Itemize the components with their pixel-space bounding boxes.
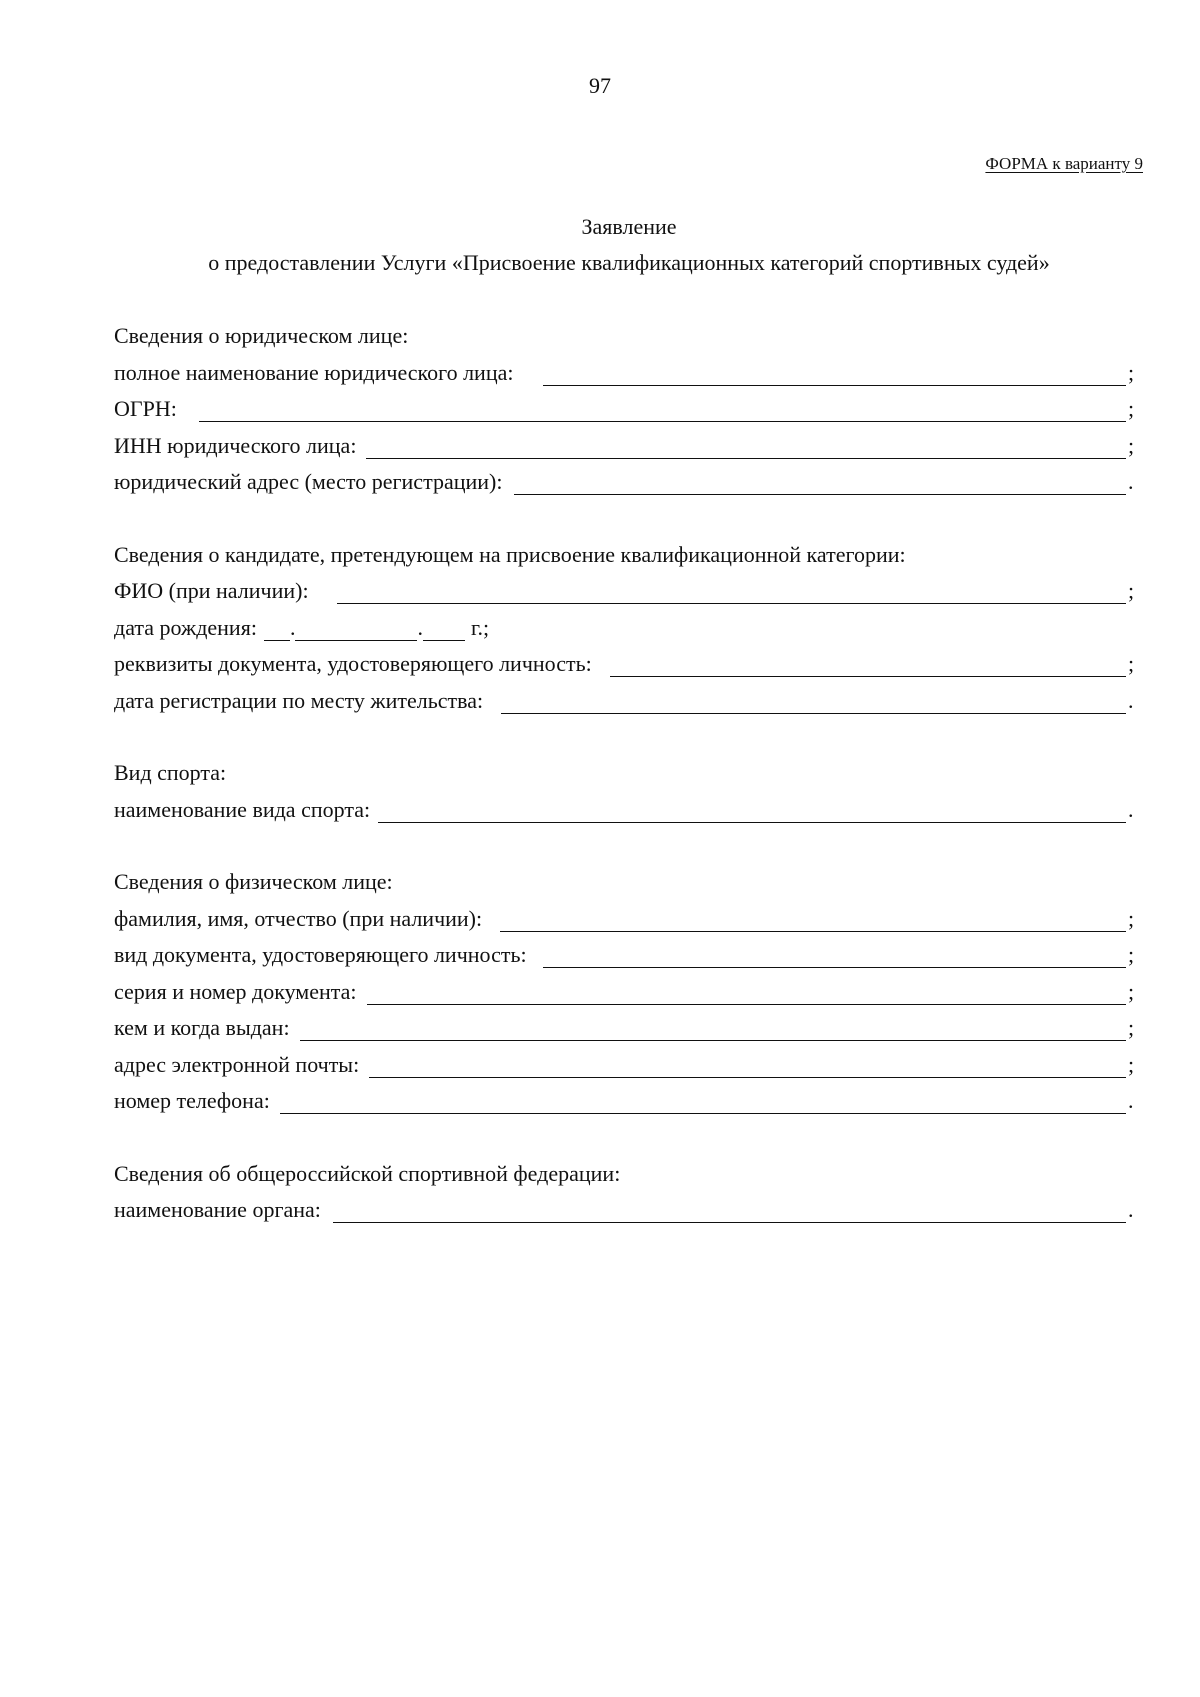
email-label: адрес электронной почты: [114, 1051, 360, 1077]
phone-field[interactable] [280, 1087, 1126, 1114]
ogrn-row [114, 395, 1138, 432]
organ-name-row [114, 1196, 1138, 1233]
legal-entity-section [114, 322, 1138, 505]
birth-date-separator: . [417, 614, 423, 640]
fio-field[interactable] [337, 577, 1126, 604]
registration-date-field[interactable] [501, 687, 1126, 714]
issued-by-row [114, 1014, 1138, 1051]
line-end-mark: ; [1128, 1015, 1135, 1040]
document-type-label: вид документа, удостоверяющего личность: [114, 942, 527, 967]
page-number: 97 [589, 73, 611, 98]
legal-name-field[interactable] [543, 359, 1126, 386]
issued-by-label: кем и когда выдан: [114, 1015, 290, 1040]
fio-label: ФИО (при наличии): [114, 578, 309, 603]
legal-name-row [114, 359, 1138, 396]
line-end-mark: . [1128, 1088, 1134, 1113]
line-end-mark: ; [1128, 942, 1135, 967]
phone-label: номер телефона: [114, 1088, 270, 1113]
birth-year-suffix: г.; [470, 614, 490, 640]
legal-address-label: юридический адрес (место регистрации): [114, 469, 503, 494]
email-row [114, 1051, 1138, 1088]
full-name-row [114, 905, 1138, 942]
line-end-mark: ; [1128, 978, 1135, 1004]
birth-date-row [114, 614, 1138, 651]
federation-heading: Сведения об общероссийской спортивной федерации: [114, 1160, 621, 1186]
organ-name-label: наименование органа: [114, 1197, 321, 1222]
legal-address-field[interactable] [514, 468, 1126, 495]
line-end-mark: ; [1128, 651, 1135, 676]
inn-field[interactable] [366, 432, 1126, 459]
federation-section [114, 1160, 1138, 1233]
line-end-mark: . [1128, 469, 1134, 494]
phone-row [114, 1087, 1138, 1124]
line-end-mark: . [1128, 687, 1134, 713]
legal-name-label: полное наименование юридического лица: [114, 359, 514, 385]
line-end-mark: ; [1128, 1051, 1135, 1077]
document-number-row [114, 978, 1138, 1015]
document-subtitle: о предоставлении Услуги «Присвоение квалификационных категорий спортивных судей» [208, 250, 1050, 275]
candidate-heading: Сведения о кандидате, претендующем на присвоение квалификационной категории: [114, 541, 906, 567]
inn-row [114, 432, 1138, 469]
line-end-mark: . [1128, 796, 1134, 822]
ogrn-field[interactable] [199, 395, 1126, 422]
sport-name-label: наименование вида спорта: [114, 796, 371, 822]
registration-date-row [114, 687, 1138, 724]
form-variant-label: ФОРМА к варианту 9 [985, 154, 1143, 173]
identity-document-field[interactable] [610, 650, 1126, 677]
line-end-mark: ; [1128, 432, 1135, 458]
line-end-mark: ; [1128, 396, 1135, 421]
birth-date-separator: . [289, 614, 296, 640]
line-end-mark: ; [1128, 905, 1135, 931]
line-end-mark: ; [1128, 359, 1135, 385]
birth-date-label: дата рождения: [114, 614, 257, 640]
sport-name-row [114, 796, 1138, 833]
full-name-label: фамилия, имя, отчество (при наличии): [114, 905, 483, 931]
candidate-section [114, 541, 1138, 724]
individual-heading: Сведения о физическом лице: [114, 869, 393, 894]
line-end-mark: ; [1128, 578, 1135, 603]
legal-address-row [114, 468, 1138, 505]
legal-entity-heading: Сведения о юридическом лице: [114, 323, 409, 348]
form-body [114, 322, 1138, 1269]
document-type-field[interactable] [543, 941, 1126, 968]
line-end-mark: . [1128, 1197, 1134, 1222]
sport-heading: Вид спорта: [114, 760, 227, 785]
document-title: Заявление [581, 214, 677, 239]
birth-year-field[interactable] [423, 614, 465, 641]
email-field[interactable] [369, 1051, 1126, 1078]
sport-name-field[interactable] [378, 796, 1126, 823]
individual-section [114, 868, 1138, 1124]
birth-day-field[interactable] [264, 614, 290, 641]
document-type-row [114, 941, 1138, 978]
sport-section [114, 759, 1138, 832]
fio-row [114, 577, 1138, 614]
registration-date-label: дата регистрации по месту жительства: [114, 687, 484, 713]
organ-name-field[interactable] [333, 1196, 1126, 1223]
identity-document-row [114, 650, 1138, 687]
ogrn-label: ОГРН: [114, 396, 177, 421]
full-name-field[interactable] [500, 905, 1126, 932]
issued-by-field[interactable] [300, 1014, 1126, 1041]
identity-document-label: реквизиты документа, удостоверяющего личность: [114, 651, 592, 676]
birth-month-field[interactable] [295, 614, 417, 641]
document-number-label: серия и номер документа: [114, 978, 357, 1004]
inn-label: ИНН юридического лица: [114, 432, 357, 458]
document-number-field[interactable] [367, 978, 1126, 1005]
